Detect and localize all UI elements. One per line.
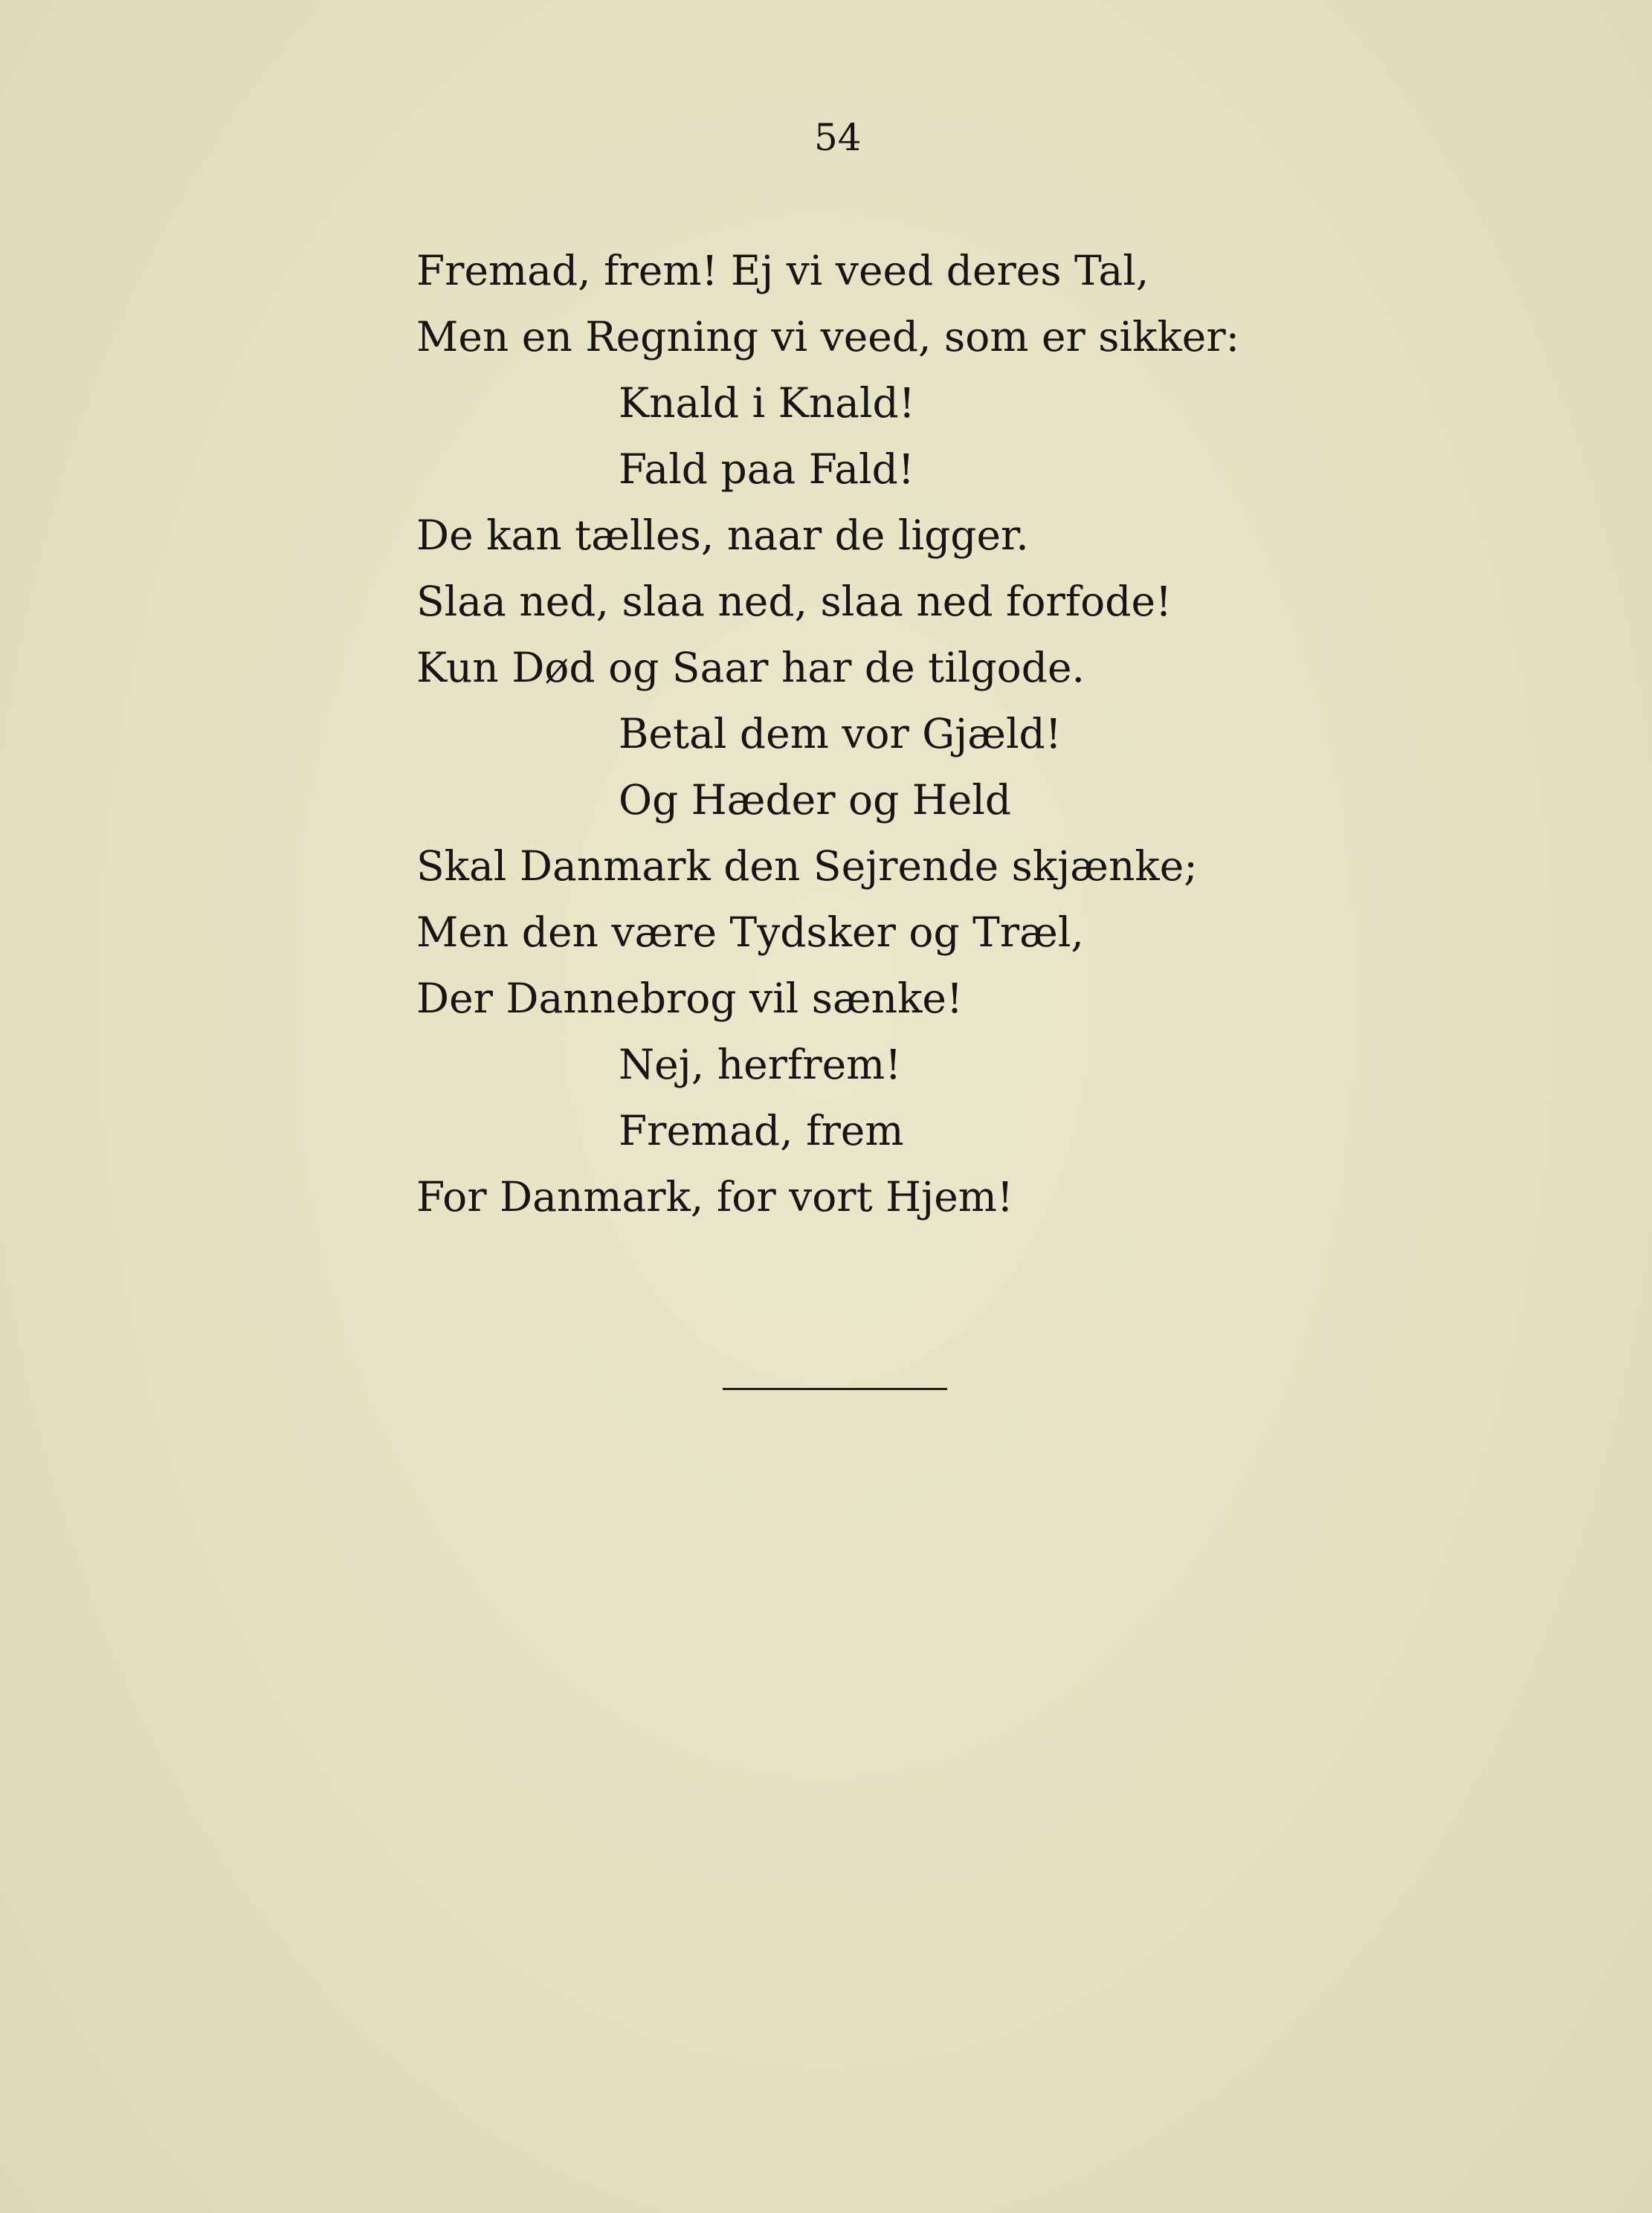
end-rule-divider — [723, 1388, 947, 1390]
poem-line: Knald i Knald! — [619, 379, 915, 427]
poem-line: Men en Regning vi veed, som er sikker: — [416, 313, 1240, 361]
poem-line: Fald paa Fald! — [619, 445, 914, 493]
poem-line: De kan tælles, naar de ligger. — [416, 511, 1029, 559]
poem-line: Slaa ned, slaa ned, slaa ned forfode! — [416, 578, 1172, 625]
poem-line: Kun Død og Saar har de tilgode. — [416, 644, 1085, 691]
poem-line: Nej, herfrem! — [619, 1041, 902, 1088]
poem-line: Fremad, frem — [619, 1107, 904, 1154]
poem-line: Der Dannebrog vil sænke! — [416, 975, 964, 1022]
poem-line: For Danmark, for vort Hjem! — [416, 1173, 1014, 1221]
poem-line: Skal Danmark den Sejrende skjænke; — [416, 842, 1198, 890]
poem-line: Betal dem vor Gjæld! — [619, 710, 1062, 757]
poem-line: Fremad, frem! Ej vi veed deres Tal, — [416, 247, 1149, 294]
poem-line: Men den være Tydsker og Træl, — [416, 908, 1084, 956]
page-number: 54 — [814, 116, 862, 159]
poem-stanza — [416, 238, 1239, 1230]
poem-line: Og Hæder og Held — [619, 776, 1012, 824]
